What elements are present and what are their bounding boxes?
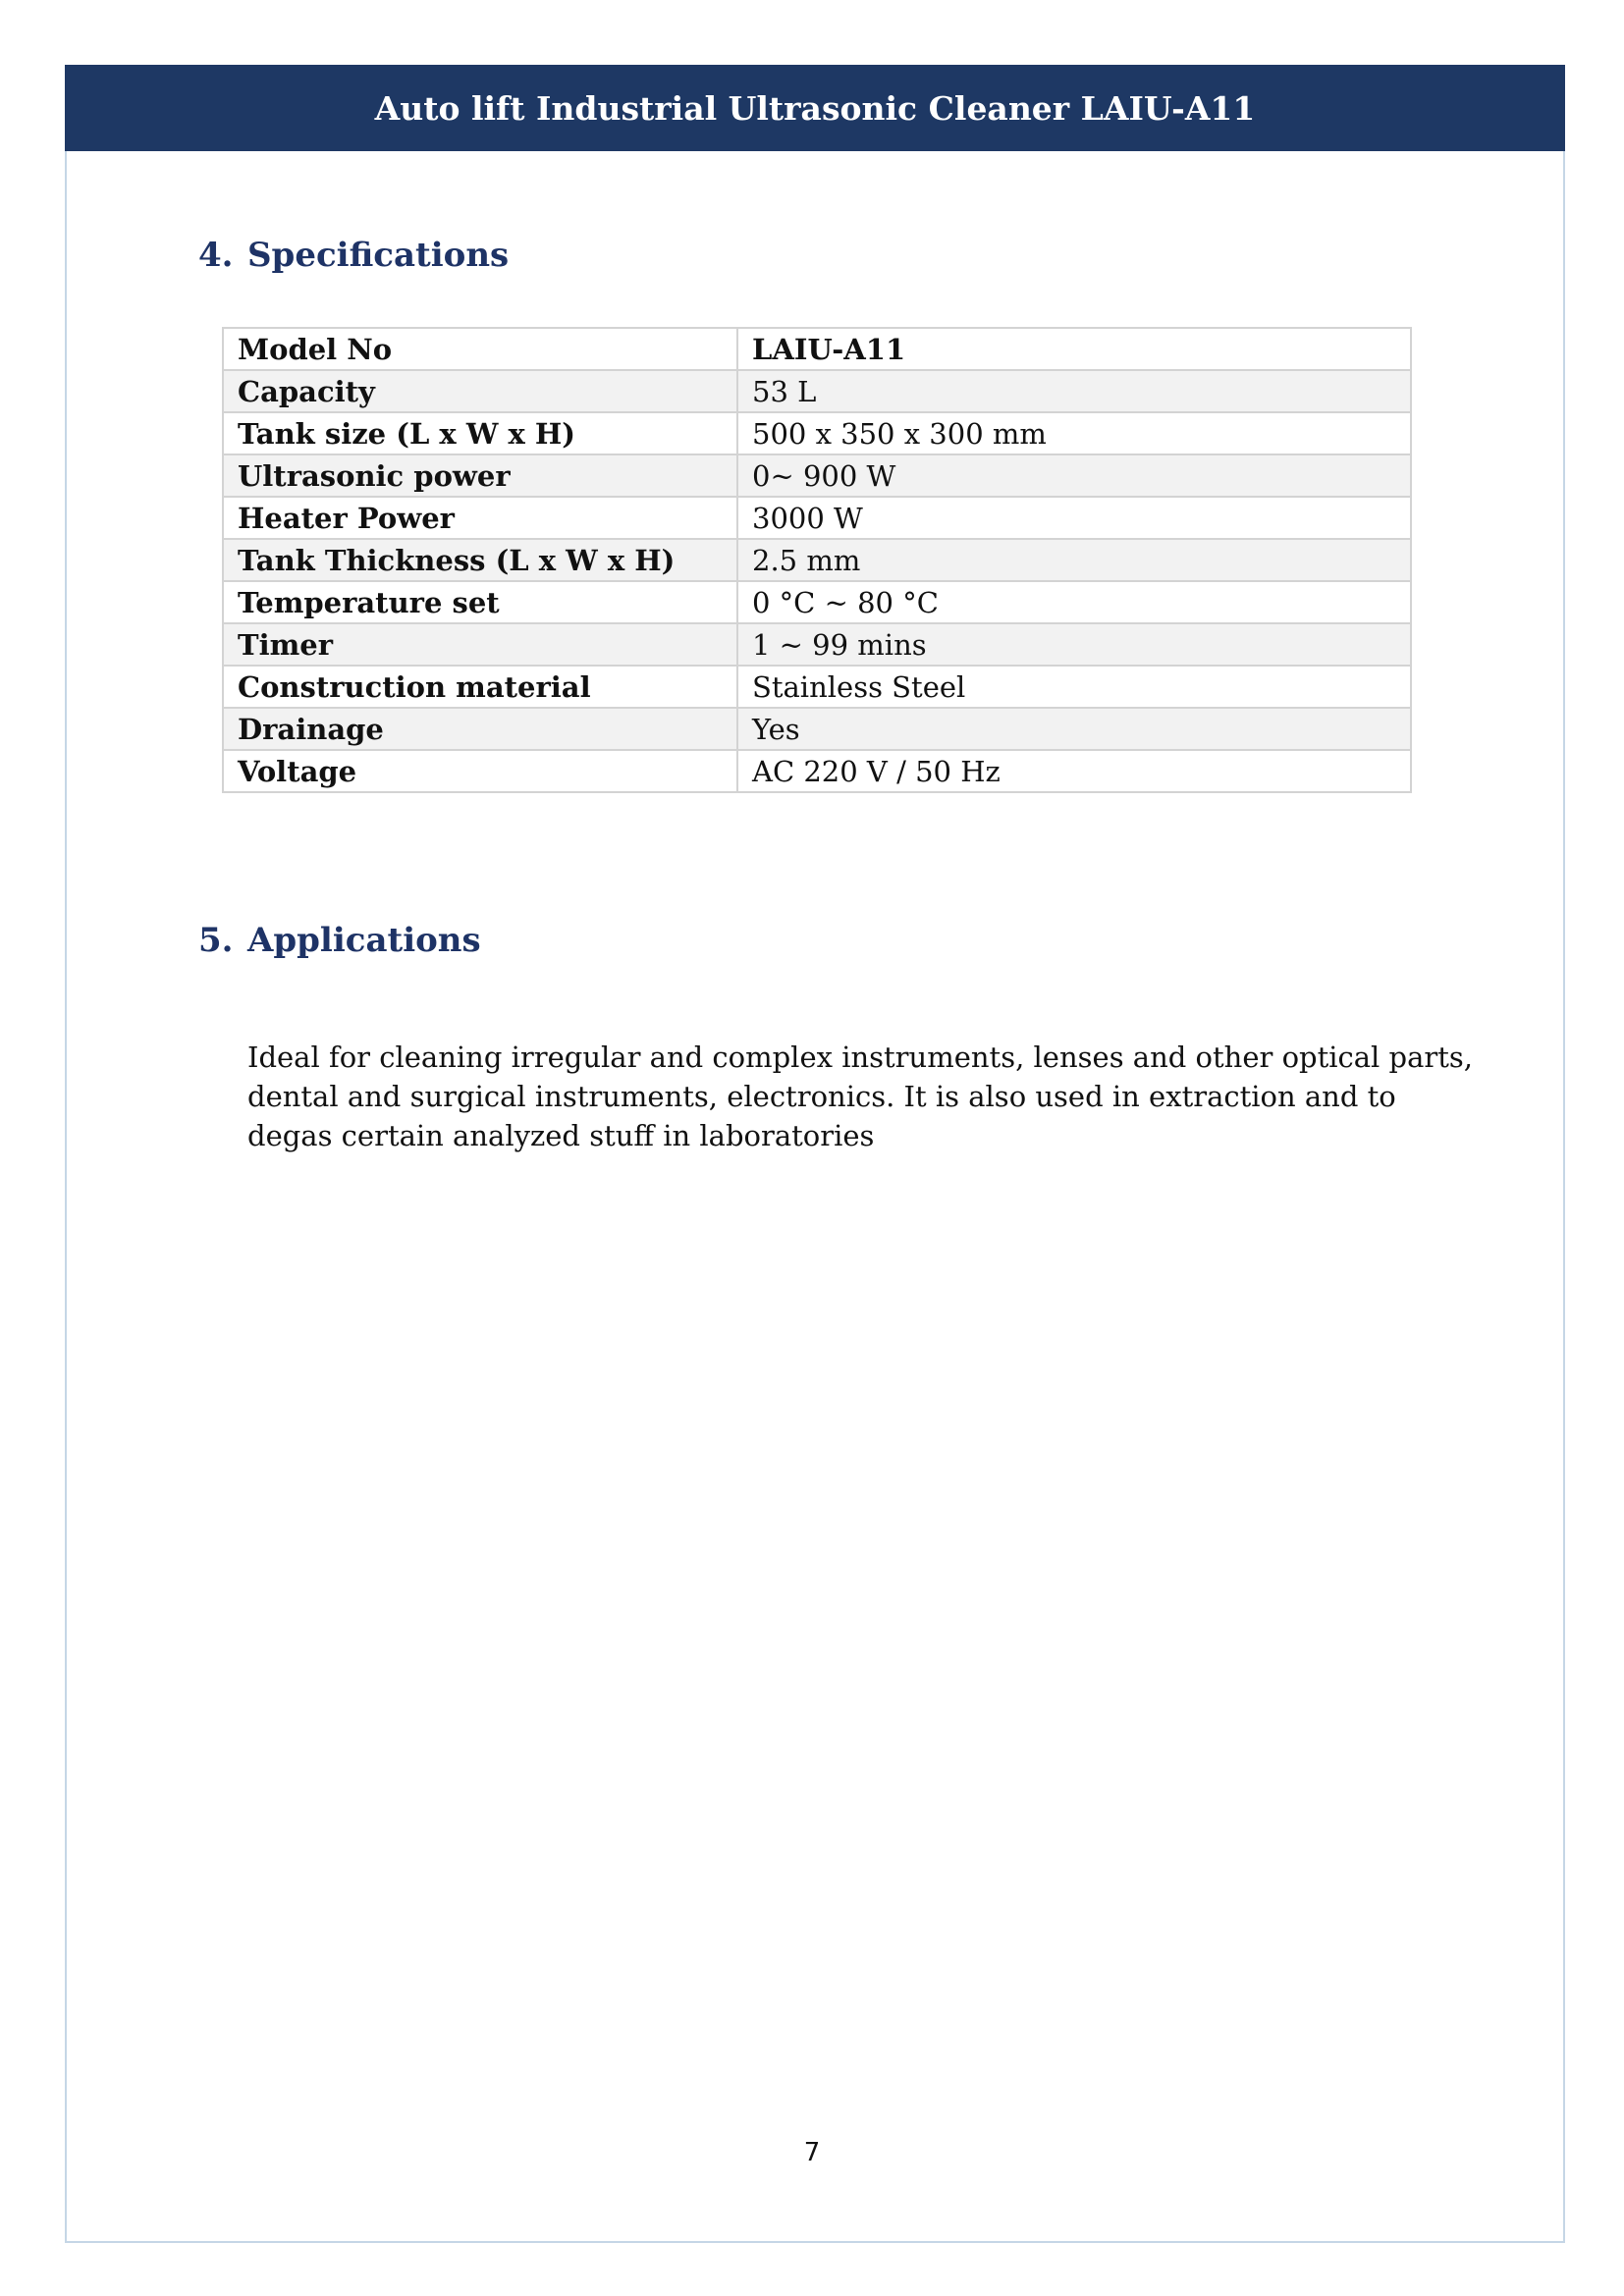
table-row [223, 370, 1411, 412]
table-row [223, 539, 1411, 581]
spec-value: 500 x 350 x 300 mm [737, 412, 1411, 454]
table-row [223, 750, 1411, 792]
spec-label: Heater Power [223, 497, 737, 539]
spec-value: 1 ~ 99 mins [737, 623, 1411, 666]
spec-value: AC 220 V / 50 Hz [737, 750, 1411, 792]
spec-value: 2.5 mm [737, 539, 1411, 581]
spec-label: Drainage [223, 708, 737, 750]
spec-value: 0~ 900 W [737, 454, 1411, 497]
spec-label: Construction material [223, 666, 737, 708]
table-row [223, 581, 1411, 623]
table-row [223, 412, 1411, 454]
spec-value: 0 °C ~ 80 °C [737, 581, 1411, 623]
table-row [223, 666, 1411, 708]
applications-heading-text: Applications [247, 921, 481, 960]
spec-label: Tank Thickness (L x W x H) [223, 539, 737, 581]
applications-paragraph: Ideal for cleaning irregular and complex instruments, lenses and other optical parts, dental and surgical instruments, electronics. It is also used in extraction and to degas certain analyzed stuff in laboratories [247, 1041, 1474, 1152]
document-title: Auto lift Industrial Ultrasonic Cleaner LAIU-A11 [374, 88, 1256, 128]
spec-label: Capacity [223, 370, 737, 412]
spec-label: Ultrasonic power [223, 454, 737, 497]
spec-value: Stainless Steel [737, 666, 1411, 708]
spec-value: LAIU-A11 [737, 328, 1411, 370]
specifications-table [222, 327, 1412, 793]
spec-label: Model No [223, 328, 737, 370]
applications-heading [198, 921, 481, 960]
spec-value: Yes [737, 708, 1411, 750]
spec-label: Voltage [223, 750, 737, 792]
page-number: 7 [803, 2138, 821, 2167]
table-row [223, 454, 1411, 497]
spec-label: Timer [223, 623, 737, 666]
table-row [223, 328, 1411, 370]
specifications-heading-number: 4. [198, 236, 234, 275]
applications-heading-number: 5. [198, 921, 234, 960]
table-row [223, 623, 1411, 666]
spec-label: Temperature set [223, 581, 737, 623]
specifications-heading-text: Specifications [247, 236, 510, 275]
spec-label: Tank size (L x W x H) [223, 412, 737, 454]
table-row [223, 708, 1411, 750]
spec-value: 53 L [737, 370, 1411, 412]
spec-value: 3000 W [737, 497, 1411, 539]
header-bar [65, 65, 1565, 151]
table-row [223, 497, 1411, 539]
specifications-heading [198, 236, 509, 275]
